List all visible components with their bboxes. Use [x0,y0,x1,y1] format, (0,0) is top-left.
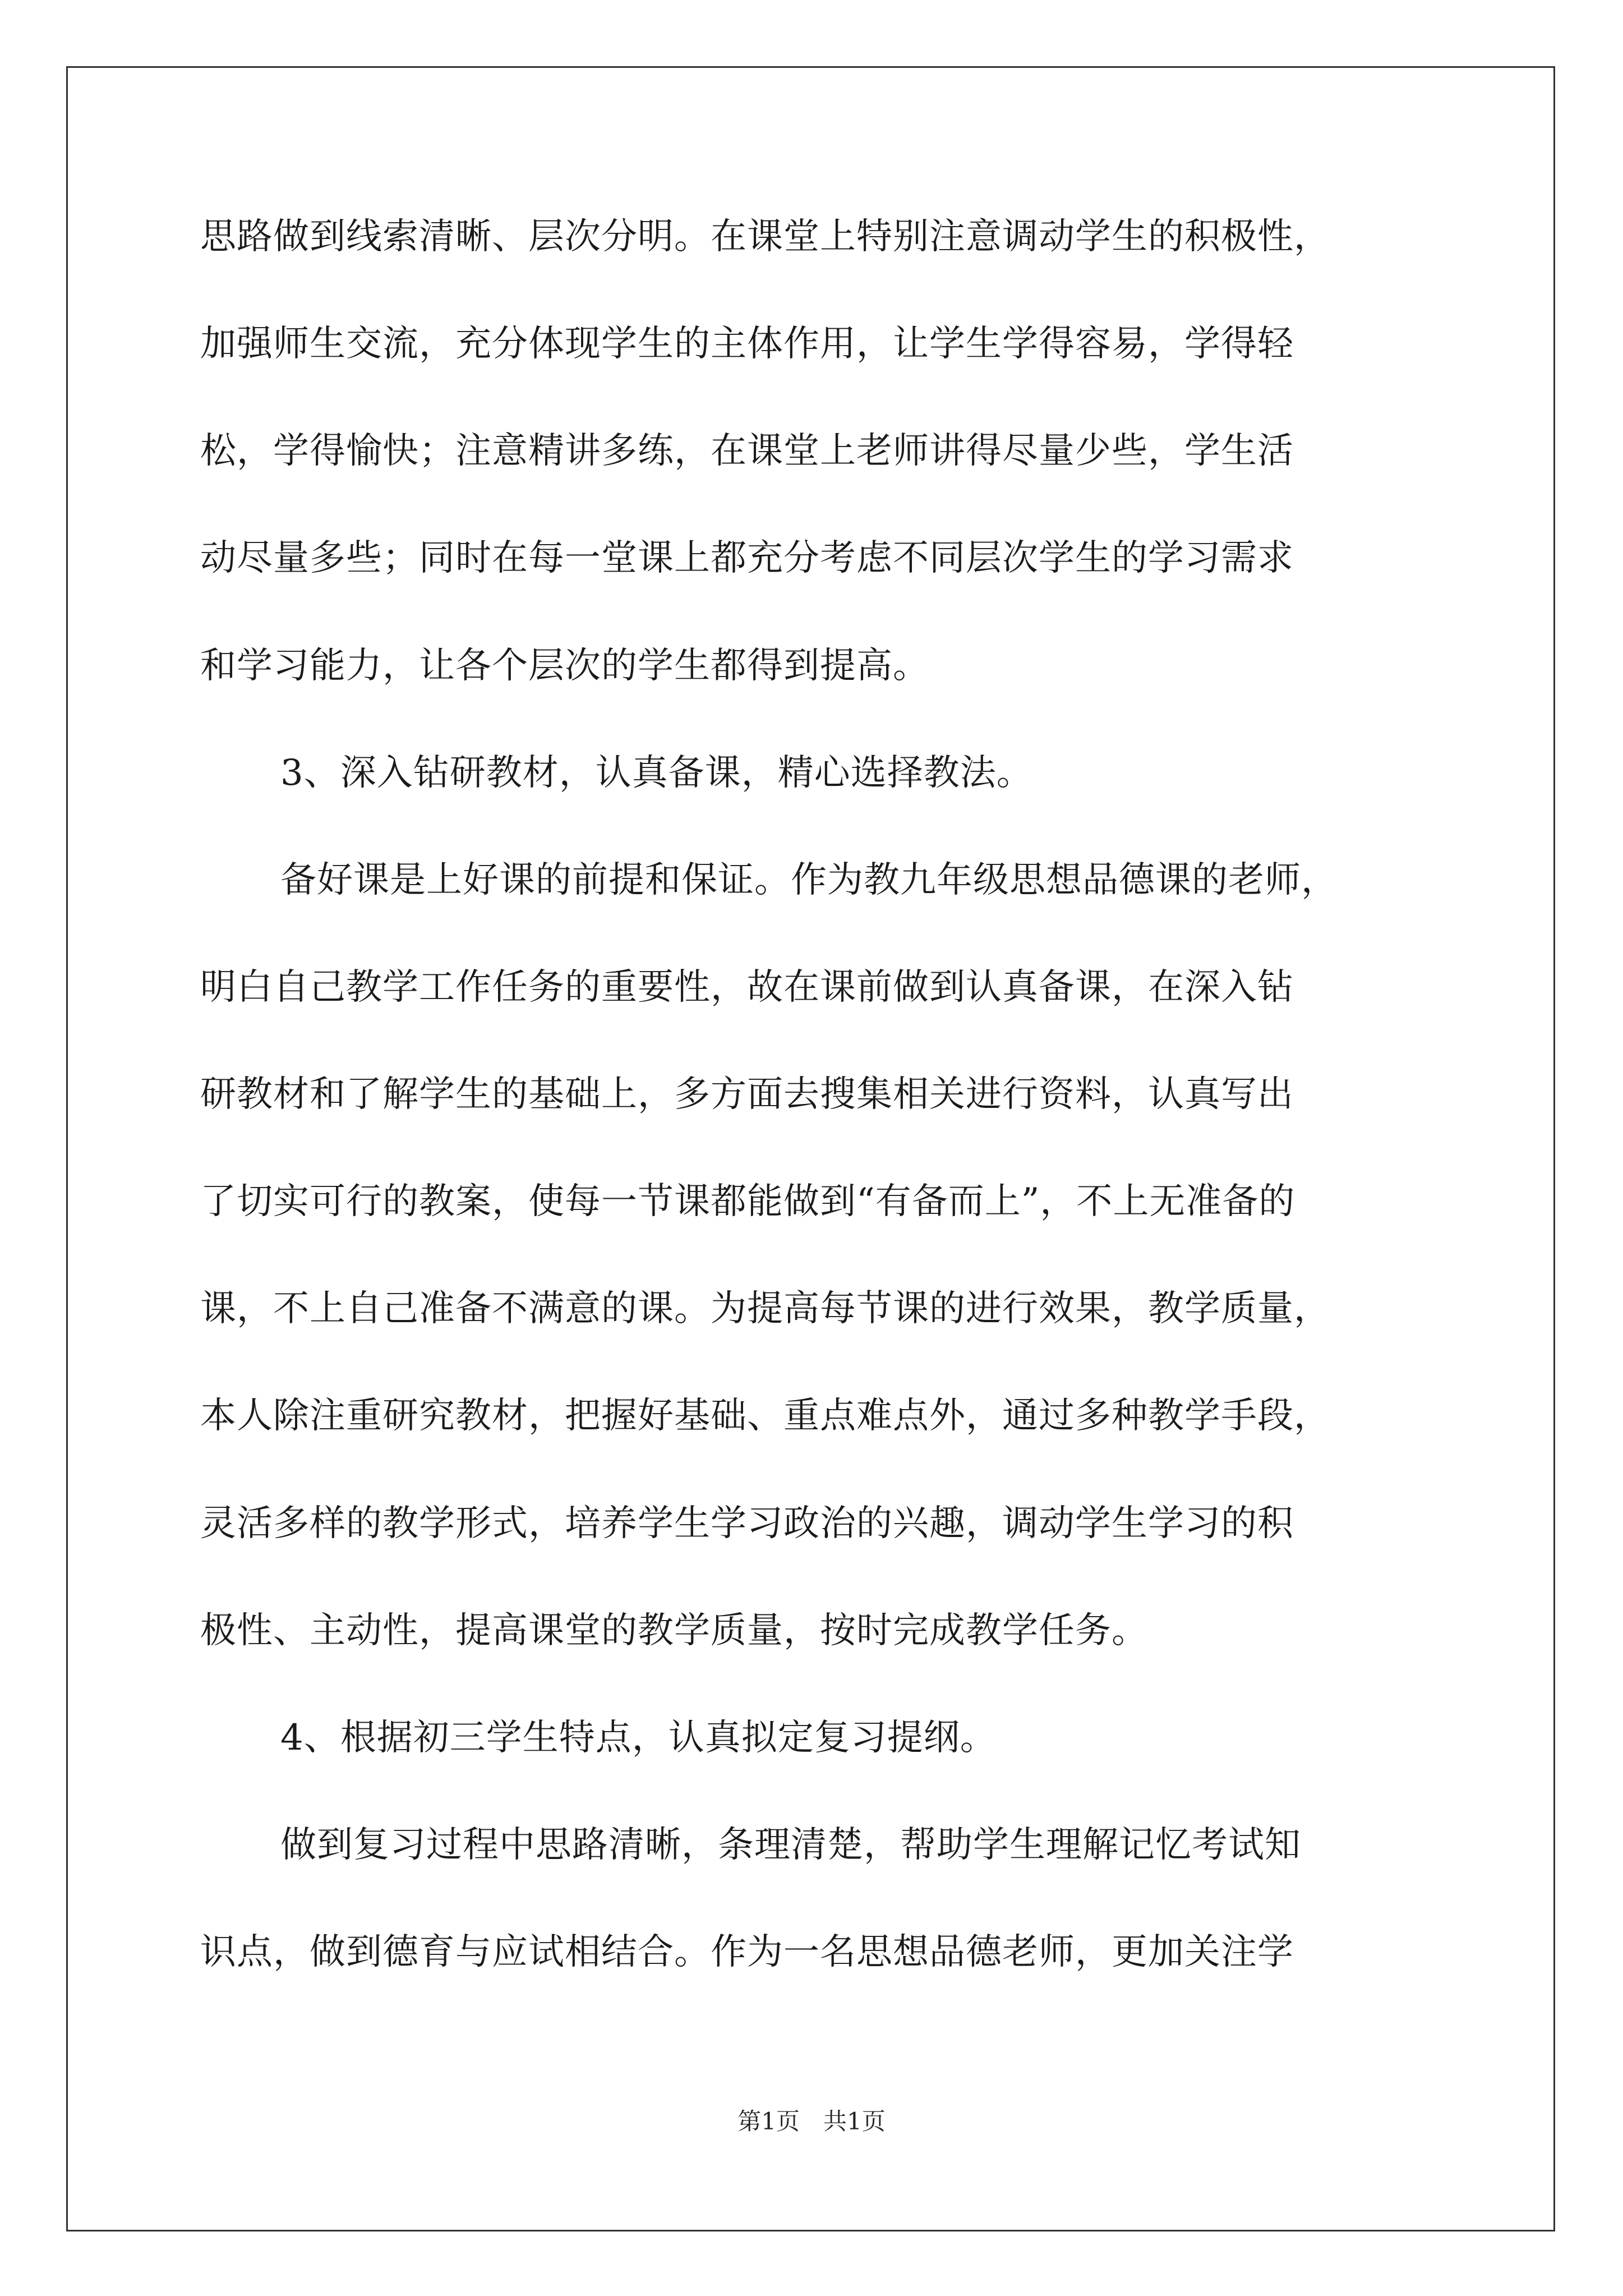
text-line: 备好课是上好课的前提和保证。作为教九年级思想品德课的老师， [280,859,1338,901]
page-border [66,66,1555,2231]
text-line: 松，学得愉快；注意精讲多练，在课堂上老师讲得尽量少些，学生活 [200,430,1294,472]
section-heading: 3、深入钻研教材，认真备课，精心选择教法。 [280,752,1033,794]
text-line: 研教材和了解学生的基础上，多方面去搜集相关进行资料，认真写出 [200,1074,1294,1115]
text-line: 识点，做到德育与应试相结合。作为一名思想品德老师，更加关注学 [200,1931,1294,1973]
text-line: 明白自己教学工作任务的重要性，故在课前做到认真备课，在深入钻 [200,967,1294,1008]
text-line: 灵活多样的教学形式，培养学生学习政治的兴趣，调动学生学习的积 [200,1503,1294,1544]
text-line: 了切实可行的教案，使每一节课都能做到“有备而上”，不上无准备的 [200,1181,1295,1222]
text-line: 和学习能力，让各个层次的学生都得到提高。 [200,645,929,687]
text-line: 动尽量多些；同时在每一堂课上都充分考虑不同层次学生的学习需求 [200,537,1294,579]
text-line: 加强师生交流，充分体现学生的主体作用，让学生学得容易，学得轻 [200,323,1294,365]
text-line: 本人除注重研究教材，把握好基础、重点难点外，通过多种教学手段， [200,1395,1330,1437]
text-line: 极性、主动性，提高课堂的教学质量，按时完成教学任务。 [200,1610,1148,1651]
page-footer: 第1页 共1页 [737,2108,886,2135]
section-heading: 4、根据初三学生特点，认真拟定复习提纲。 [280,1717,997,1759]
text-line: 思路做到线索清晰、层次分明。在课堂上特别注意调动学生的积极性， [200,216,1330,257]
text-line: 做到复习过程中思路清晰，条理清楚，帮助学生理解记忆考试知 [280,1824,1301,1866]
text-line: 课，不上自己准备不满意的课。为提高每节课的进行效果，教学质量， [200,1288,1330,1329]
